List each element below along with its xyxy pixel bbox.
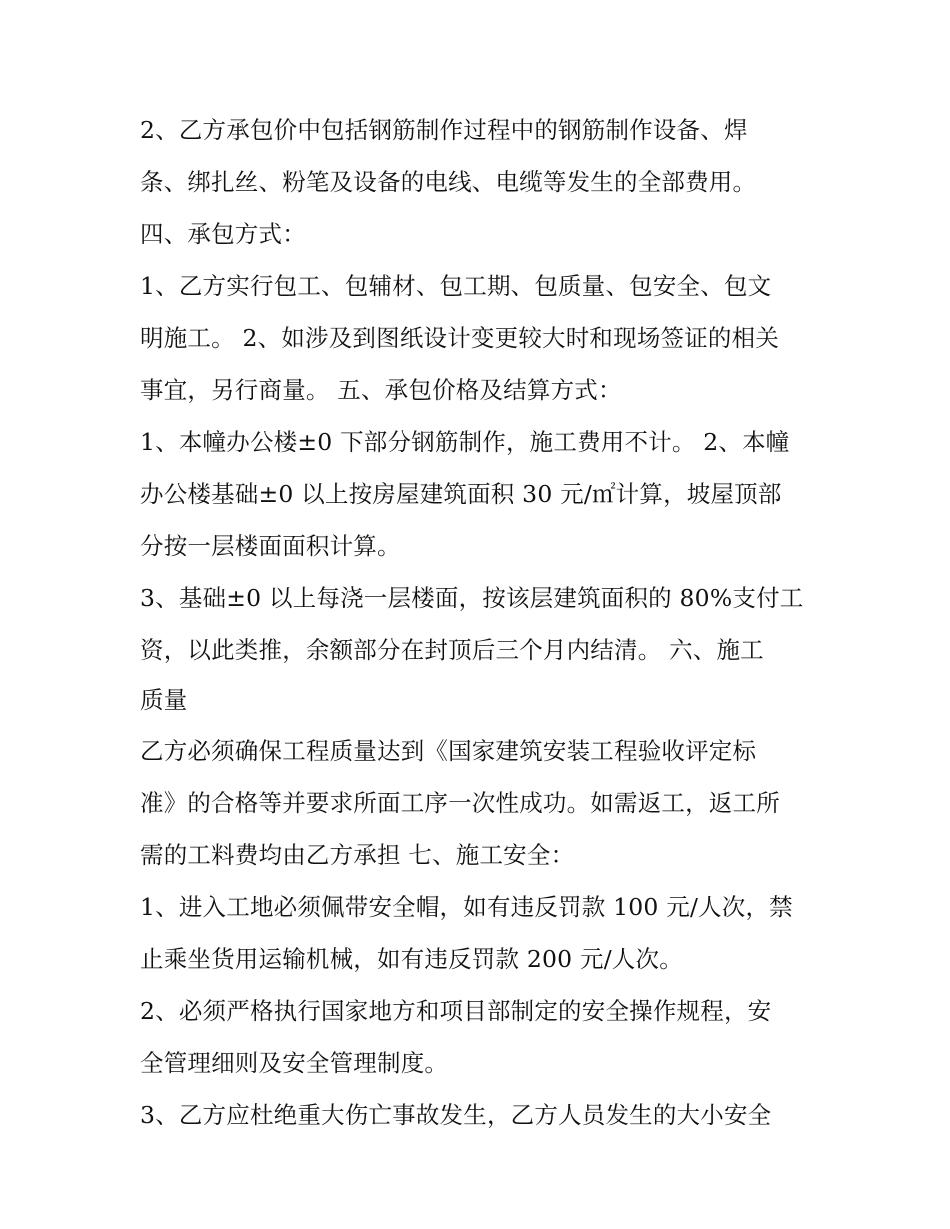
text-line-14: 准》的合格等并要求所面工序一次性成功。如需返工，返工所 <box>140 789 780 817</box>
text-line-12: 质量 <box>140 686 188 714</box>
text-line-3: 四、承包方式： <box>140 220 306 248</box>
text-line-8: 办公楼基础±0 以上按房屋建筑面积 30 元/㎡计算，坡屋顶部 <box>140 480 782 508</box>
text-line-2: 条、绑扎丝、粉笔及设备的电线、电缆等发生的全部费用。 <box>140 168 757 196</box>
text-line-13: 乙方必须确保工程质量达到《国家建筑安装工程验收评定标 <box>140 737 757 765</box>
text-line-15: 需的工料费均由乙方承担 七、施工安全： <box>140 841 575 869</box>
text-line-17: 止乘坐货用运输机械，如有违反罚款 200 元/人次。 <box>140 945 683 973</box>
text-line-5: 明施工。 2、如涉及到图纸设计变更较大时和现场签证的相关 <box>140 324 780 352</box>
text-line-16: 1、进入工地必须佩带安全帽，如有违反罚款 100 元/人次，禁 <box>140 893 793 921</box>
text-line-6: 事宜，另行商量。 五、承包价格及结算方式： <box>140 376 622 404</box>
text-line-18: 2、必须严格执行国家地方和项目部制定的安全操作规程，安 <box>140 997 772 1025</box>
text-line-10: 3、基础±0 以上每浇一层楼面，按该层建筑面积的 80%支付工 <box>140 584 804 612</box>
text-line-19: 全管理细则及安全管理制度。 <box>140 1049 449 1077</box>
text-line-1: 2、乙方承包价中包括钢筋制作过程中的钢筋制作设备、焊 <box>140 116 748 144</box>
text-line-9: 分按一层楼面面积计算。 <box>140 532 401 560</box>
text-line-7: 1、本幢办公楼±0 下部分钢筋制作，施工费用不计。 2、本幢 <box>140 428 790 456</box>
text-line-20: 3、乙方应杜绝重大伤亡事故发生，乙方人员发生的大小安全 <box>140 1101 772 1129</box>
text-line-11: 资，以此类推，余额部分在封顶后三个月内结清。 六、施工 <box>140 636 764 664</box>
document-body <box>140 104 830 1141</box>
text-line-4: 1、乙方实行包工、包辅材、包工期、包质量、包安全、包文 <box>140 272 772 300</box>
